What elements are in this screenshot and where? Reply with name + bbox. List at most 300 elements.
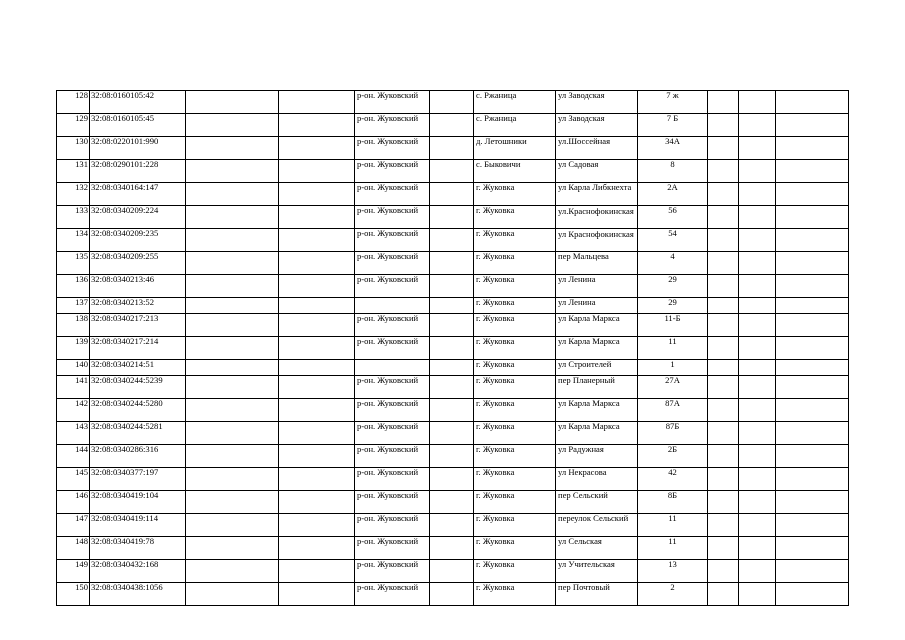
street: ул Радужная <box>556 445 638 468</box>
street: ул.Краснофокинская <box>556 206 638 229</box>
empty-cell-b <box>279 206 355 229</box>
empty-cell-b <box>279 252 355 275</box>
house-number: 87Б <box>638 422 708 445</box>
empty-cell-c <box>430 445 474 468</box>
locality: г. Жуковка <box>474 560 556 583</box>
street: пер Мальцева <box>556 252 638 275</box>
empty-cell-a <box>186 252 279 275</box>
empty-cell-f <box>776 376 849 399</box>
district: р-он. Жуковский <box>355 314 430 337</box>
empty-cell-b <box>279 137 355 160</box>
empty-cell-d <box>708 337 739 360</box>
empty-cell-e <box>739 337 776 360</box>
locality: г. Жуковка <box>474 422 556 445</box>
table-row <box>57 445 849 468</box>
row-number: 128 <box>57 91 90 114</box>
locality: д. Летошники <box>474 137 556 160</box>
row-number: 148 <box>57 537 90 560</box>
street: ул Карла Маркса <box>556 399 638 422</box>
empty-cell-d <box>708 537 739 560</box>
empty-cell-b <box>279 314 355 337</box>
empty-cell-e <box>739 275 776 298</box>
cadastral-number: 32:08:0340438:1056 <box>90 583 186 606</box>
row-number: 131 <box>57 160 90 183</box>
district: р-он. Жуковский <box>355 160 430 183</box>
empty-cell-d <box>708 422 739 445</box>
empty-cell-d <box>708 160 739 183</box>
empty-cell-c <box>430 560 474 583</box>
empty-cell-f <box>776 537 849 560</box>
table-row <box>57 298 849 314</box>
empty-cell-f <box>776 160 849 183</box>
empty-cell-b <box>279 399 355 422</box>
empty-cell-d <box>708 298 739 314</box>
house-number: 11 <box>638 514 708 537</box>
empty-cell-f <box>776 583 849 606</box>
empty-cell-b <box>279 445 355 468</box>
row-number: 139 <box>57 337 90 360</box>
empty-cell-c <box>430 160 474 183</box>
street: ул Ленина <box>556 298 638 314</box>
empty-cell-a <box>186 337 279 360</box>
empty-cell-a <box>186 514 279 537</box>
empty-cell-f <box>776 422 849 445</box>
locality: г. Жуковка <box>474 275 556 298</box>
empty-cell-a <box>186 445 279 468</box>
empty-cell-d <box>708 114 739 137</box>
locality: с. Быковичи <box>474 160 556 183</box>
table-row <box>57 275 849 298</box>
empty-cell-b <box>279 91 355 114</box>
empty-cell-a <box>186 91 279 114</box>
locality: г. Жуковка <box>474 468 556 491</box>
table-row <box>57 422 849 445</box>
empty-cell-b <box>279 229 355 252</box>
empty-cell-a <box>186 229 279 252</box>
empty-cell-f <box>776 360 849 376</box>
district <box>355 298 430 314</box>
empty-cell-a <box>186 399 279 422</box>
property-registry-table <box>56 90 849 606</box>
district: р-он. Жуковский <box>355 422 430 445</box>
empty-cell-b <box>279 337 355 360</box>
row-number: 134 <box>57 229 90 252</box>
table-row <box>57 229 849 252</box>
district: р-он. Жуковский <box>355 491 430 514</box>
table-row <box>57 337 849 360</box>
empty-cell-a <box>186 206 279 229</box>
empty-cell-f <box>776 560 849 583</box>
row-number: 129 <box>57 114 90 137</box>
cadastral-number: 32:08:0340164:147 <box>90 183 186 206</box>
empty-cell-f <box>776 514 849 537</box>
empty-cell-e <box>739 314 776 337</box>
district: р-он. Жуковский <box>355 445 430 468</box>
house-number: 11 <box>638 537 708 560</box>
table-row <box>57 206 849 229</box>
house-number: 4 <box>638 252 708 275</box>
row-number: 146 <box>57 491 90 514</box>
empty-cell-a <box>186 114 279 137</box>
empty-cell-c <box>430 360 474 376</box>
cadastral-number: 32:08:0220101:990 <box>90 137 186 160</box>
street: ул Строителей <box>556 360 638 376</box>
house-number: 29 <box>638 275 708 298</box>
empty-cell-f <box>776 137 849 160</box>
empty-cell-e <box>739 560 776 583</box>
empty-cell-d <box>708 229 739 252</box>
house-number: 11 <box>638 337 708 360</box>
empty-cell-c <box>430 399 474 422</box>
street: ул Заводская <box>556 91 638 114</box>
table-row <box>57 314 849 337</box>
house-number: 7 ж <box>638 91 708 114</box>
empty-cell-d <box>708 376 739 399</box>
empty-cell-f <box>776 91 849 114</box>
empty-cell-b <box>279 583 355 606</box>
house-number: 42 <box>638 468 708 491</box>
row-number: 141 <box>57 376 90 399</box>
empty-cell-e <box>739 537 776 560</box>
empty-cell-f <box>776 183 849 206</box>
empty-cell-c <box>430 91 474 114</box>
empty-cell-e <box>739 491 776 514</box>
street: ул Карла Либкнехта <box>556 183 638 206</box>
row-number: 133 <box>57 206 90 229</box>
row-number: 144 <box>57 445 90 468</box>
street: пер Планерный <box>556 376 638 399</box>
table-row <box>57 514 849 537</box>
empty-cell-b <box>279 360 355 376</box>
table-row <box>57 137 849 160</box>
empty-cell-b <box>279 514 355 537</box>
empty-cell-e <box>739 229 776 252</box>
district: р-он. Жуковский <box>355 137 430 160</box>
empty-cell-b <box>279 537 355 560</box>
house-number: 1 <box>638 360 708 376</box>
locality: г. Жуковка <box>474 376 556 399</box>
locality: г. Жуковка <box>474 583 556 606</box>
row-number: 142 <box>57 399 90 422</box>
empty-cell-a <box>186 422 279 445</box>
table-row <box>57 468 849 491</box>
table-row <box>57 537 849 560</box>
locality: г. Жуковка <box>474 314 556 337</box>
empty-cell-c <box>430 514 474 537</box>
empty-cell-c <box>430 491 474 514</box>
empty-cell-f <box>776 229 849 252</box>
empty-cell-f <box>776 468 849 491</box>
empty-cell-d <box>708 583 739 606</box>
locality: с. Ржаница <box>474 114 556 137</box>
empty-cell-c <box>430 183 474 206</box>
district: р-он. Жуковский <box>355 229 430 252</box>
cadastral-number: 32:08:0340209:224 <box>90 206 186 229</box>
empty-cell-f <box>776 252 849 275</box>
empty-cell-e <box>739 399 776 422</box>
empty-cell-b <box>279 560 355 583</box>
house-number: 87А <box>638 399 708 422</box>
empty-cell-d <box>708 514 739 537</box>
house-number: 8Б <box>638 491 708 514</box>
table-row <box>57 91 849 114</box>
empty-cell-a <box>186 314 279 337</box>
empty-cell-b <box>279 422 355 445</box>
empty-cell-d <box>708 91 739 114</box>
locality: г. Жуковка <box>474 537 556 560</box>
district: р-он. Жуковский <box>355 514 430 537</box>
empty-cell-d <box>708 445 739 468</box>
row-number: 143 <box>57 422 90 445</box>
house-number: 7 Б <box>638 114 708 137</box>
empty-cell-e <box>739 183 776 206</box>
empty-cell-a <box>186 160 279 183</box>
row-number: 149 <box>57 560 90 583</box>
table-row <box>57 160 849 183</box>
empty-cell-b <box>279 468 355 491</box>
empty-cell-d <box>708 360 739 376</box>
empty-cell-d <box>708 183 739 206</box>
empty-cell-c <box>430 537 474 560</box>
row-number: 136 <box>57 275 90 298</box>
empty-cell-f <box>776 206 849 229</box>
district: р-он. Жуковский <box>355 399 430 422</box>
empty-cell-d <box>708 137 739 160</box>
locality: г. Жуковка <box>474 399 556 422</box>
empty-cell-e <box>739 445 776 468</box>
row-number: 150 <box>57 583 90 606</box>
cadastral-number: 32:08:0340209:235 <box>90 229 186 252</box>
street: ул Краснофокинская <box>556 229 638 252</box>
cadastral-number: 32:08:0340244:5280 <box>90 399 186 422</box>
street: ул Некрасова <box>556 468 638 491</box>
cadastral-number: 32:08:0340286:316 <box>90 445 186 468</box>
locality: г. Жуковка <box>474 298 556 314</box>
document-page <box>56 90 848 606</box>
district: р-он. Жуковский <box>355 560 430 583</box>
registry-body <box>57 91 849 606</box>
district <box>355 360 430 376</box>
empty-cell-e <box>739 91 776 114</box>
row-number: 135 <box>57 252 90 275</box>
locality: г. Жуковка <box>474 491 556 514</box>
empty-cell-f <box>776 491 849 514</box>
empty-cell-a <box>186 360 279 376</box>
empty-cell-f <box>776 114 849 137</box>
locality: г. Жуковка <box>474 445 556 468</box>
street: пер Почтовый <box>556 583 638 606</box>
district: р-он. Жуковский <box>355 91 430 114</box>
house-number: 27А <box>638 376 708 399</box>
empty-cell-f <box>776 298 849 314</box>
street: ул Карла Маркса <box>556 337 638 360</box>
street: переулок Сельский <box>556 514 638 537</box>
row-number: 147 <box>57 514 90 537</box>
cadastral-number: 32:08:0160105:45 <box>90 114 186 137</box>
empty-cell-f <box>776 337 849 360</box>
district: р-он. Жуковский <box>355 376 430 399</box>
empty-cell-e <box>739 252 776 275</box>
empty-cell-e <box>739 422 776 445</box>
cadastral-number: 32:08:0340213:52 <box>90 298 186 314</box>
locality: г. Жуковка <box>474 514 556 537</box>
empty-cell-c <box>430 376 474 399</box>
empty-cell-c <box>430 137 474 160</box>
locality: г. Жуковка <box>474 183 556 206</box>
row-number: 132 <box>57 183 90 206</box>
empty-cell-b <box>279 183 355 206</box>
table-row <box>57 560 849 583</box>
empty-cell-c <box>430 206 474 229</box>
table-row <box>57 183 849 206</box>
district: р-он. Жуковский <box>355 537 430 560</box>
table-row <box>57 360 849 376</box>
cadastral-number: 32:08:0340244:5239 <box>90 376 186 399</box>
empty-cell-b <box>279 275 355 298</box>
empty-cell-a <box>186 137 279 160</box>
cadastral-number: 32:08:0340217:214 <box>90 337 186 360</box>
house-number: 2 <box>638 583 708 606</box>
row-number: 137 <box>57 298 90 314</box>
empty-cell-e <box>739 583 776 606</box>
table-row <box>57 399 849 422</box>
cadastral-number: 32:08:0340432:168 <box>90 560 186 583</box>
cadastral-number: 32:08:0340419:78 <box>90 537 186 560</box>
table-row <box>57 491 849 514</box>
cadastral-number: 32:08:0340377:197 <box>90 468 186 491</box>
empty-cell-c <box>430 298 474 314</box>
empty-cell-a <box>186 583 279 606</box>
district: р-он. Жуковский <box>355 114 430 137</box>
empty-cell-a <box>186 560 279 583</box>
locality: с. Ржаница <box>474 91 556 114</box>
empty-cell-c <box>430 114 474 137</box>
empty-cell-b <box>279 160 355 183</box>
district: р-он. Жуковский <box>355 206 430 229</box>
street: ул Карла Маркса <box>556 422 638 445</box>
cadastral-number: 32:08:0340244:5281 <box>90 422 186 445</box>
empty-cell-d <box>708 560 739 583</box>
locality: г. Жуковка <box>474 206 556 229</box>
table-row <box>57 376 849 399</box>
empty-cell-a <box>186 298 279 314</box>
street: ул Садовая <box>556 160 638 183</box>
empty-cell-e <box>739 206 776 229</box>
street: ул Карла Маркса <box>556 314 638 337</box>
empty-cell-d <box>708 206 739 229</box>
cadastral-number: 32:08:0340213:46 <box>90 275 186 298</box>
cadastral-number: 32:08:0290101:228 <box>90 160 186 183</box>
empty-cell-a <box>186 275 279 298</box>
house-number: 29 <box>638 298 708 314</box>
empty-cell-f <box>776 399 849 422</box>
cadastral-number: 32:08:0340209:255 <box>90 252 186 275</box>
empty-cell-e <box>739 514 776 537</box>
empty-cell-a <box>186 491 279 514</box>
empty-cell-d <box>708 491 739 514</box>
district: р-он. Жуковский <box>355 252 430 275</box>
empty-cell-c <box>430 337 474 360</box>
house-number: 2Б <box>638 445 708 468</box>
empty-cell-c <box>430 583 474 606</box>
empty-cell-e <box>739 468 776 491</box>
street: ул Учительская <box>556 560 638 583</box>
empty-cell-e <box>739 160 776 183</box>
district: р-он. Жуковский <box>355 583 430 606</box>
house-number: 8 <box>638 160 708 183</box>
empty-cell-e <box>739 114 776 137</box>
table-row <box>57 583 849 606</box>
empty-cell-b <box>279 491 355 514</box>
row-number: 140 <box>57 360 90 376</box>
row-number: 130 <box>57 137 90 160</box>
street: ул.Шоссейная <box>556 137 638 160</box>
empty-cell-d <box>708 399 739 422</box>
table-row <box>57 252 849 275</box>
empty-cell-a <box>186 468 279 491</box>
empty-cell-d <box>708 468 739 491</box>
house-number: 11-Б <box>638 314 708 337</box>
street: пер Сельский <box>556 491 638 514</box>
empty-cell-c <box>430 252 474 275</box>
empty-cell-d <box>708 314 739 337</box>
empty-cell-f <box>776 445 849 468</box>
table-row <box>57 114 849 137</box>
empty-cell-b <box>279 298 355 314</box>
empty-cell-a <box>186 183 279 206</box>
cadastral-number: 32:08:0160105:42 <box>90 91 186 114</box>
empty-cell-f <box>776 314 849 337</box>
house-number: 34А <box>638 137 708 160</box>
empty-cell-c <box>430 422 474 445</box>
empty-cell-a <box>186 537 279 560</box>
empty-cell-c <box>430 468 474 491</box>
district: р-он. Жуковский <box>355 337 430 360</box>
empty-cell-e <box>739 137 776 160</box>
district: р-он. Жуковский <box>355 468 430 491</box>
empty-cell-c <box>430 229 474 252</box>
locality: г. Жуковка <box>474 337 556 360</box>
empty-cell-d <box>708 275 739 298</box>
empty-cell-a <box>186 376 279 399</box>
empty-cell-c <box>430 275 474 298</box>
empty-cell-e <box>739 360 776 376</box>
empty-cell-f <box>776 275 849 298</box>
empty-cell-d <box>708 252 739 275</box>
street: ул Ленина <box>556 275 638 298</box>
row-number: 138 <box>57 314 90 337</box>
cadastral-number: 32:08:0340419:104 <box>90 491 186 514</box>
district: р-он. Жуковский <box>355 183 430 206</box>
empty-cell-e <box>739 376 776 399</box>
street: ул Заводская <box>556 114 638 137</box>
cadastral-number: 32:08:0340419:114 <box>90 514 186 537</box>
house-number: 56 <box>638 206 708 229</box>
street: ул Сельская <box>556 537 638 560</box>
empty-cell-b <box>279 114 355 137</box>
house-number: 54 <box>638 229 708 252</box>
locality: г. Жуковка <box>474 252 556 275</box>
locality: г. Жуковка <box>474 360 556 376</box>
district: р-он. Жуковский <box>355 275 430 298</box>
empty-cell-e <box>739 298 776 314</box>
cadastral-number: 32:08:0340217:213 <box>90 314 186 337</box>
locality: г. Жуковка <box>474 229 556 252</box>
empty-cell-c <box>430 314 474 337</box>
house-number: 13 <box>638 560 708 583</box>
row-number: 145 <box>57 468 90 491</box>
empty-cell-b <box>279 376 355 399</box>
